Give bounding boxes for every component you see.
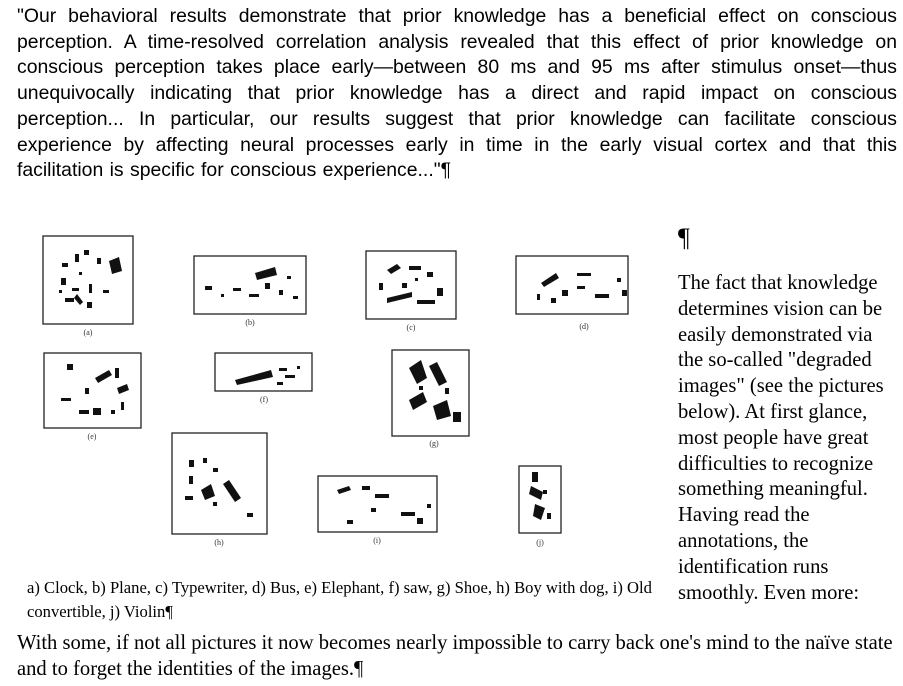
- panel-label-b: (b): [245, 318, 255, 327]
- bottom-pilcrow: ¶: [354, 657, 364, 680]
- panel-g-frame: [392, 350, 469, 436]
- caption-text: a) Clock, b) Plane, c) Typewriter, d) Bus, e) Elephant, f) saw, g) Shoe, h) Boy with dog, i) Old convertible, j) Violin: [27, 578, 652, 621]
- panel-label-h: (h): [214, 538, 224, 547]
- panel-label-e: (e): [87, 432, 97, 441]
- side-paragraph: The fact that knowledge determines vision can be easily demonstrated via the so-called "degraded images" (see the pictures below). At first glance, most people have great difficulties to recognize something meaningful. Having read the annotations, the identification runs smoothly. Even more:: [678, 272, 884, 604]
- caption-pilcrow: ¶: [165, 602, 173, 621]
- quote-pilcrow: ¶: [440, 159, 452, 182]
- panel-b-frame: [194, 256, 306, 314]
- panel-label-a: (a): [83, 328, 93, 337]
- panel-f-frame: [215, 353, 312, 391]
- degraded-images-figure: [17, 228, 657, 558]
- bottom-paragraph: [17, 631, 897, 683]
- degraded-blobs: [59, 250, 627, 524]
- panel-label-i: (i): [373, 536, 381, 545]
- panel-label-g: (g): [429, 439, 439, 448]
- degraded-images-drawing: [17, 228, 657, 558]
- figure-caption: [27, 576, 667, 624]
- quote-paragraph: [17, 4, 897, 184]
- panel-label-d: (d): [579, 322, 589, 331]
- panel-a-frame: [43, 236, 133, 324]
- side-pilcrow: ¶: [678, 223, 690, 252]
- panel-h-frame: [172, 433, 267, 534]
- panel-label-j: (j): [536, 538, 544, 547]
- panel-label-c: (c): [406, 323, 416, 332]
- bottom-text: With some, if not all pictures it now becomes nearly impossible to carry back one's mind to the naïve state and to forget the identities of the images.: [17, 632, 893, 680]
- panel-label-f: (f): [260, 395, 268, 404]
- quote-text: "Our behavioral results demonstrate that prior knowledge has a beneficial effect on conscious perception. A time-resolved correlation analysis revealed that this effect of prior knowledge on conscious perception takes place early—between 80 ms and 95 ms after stimulus onset—thus unequivocally indicating that prior knowledge has a direct and rapid impact on conscious perception... In particular, our results suggest that prior knowledge can facilitate conscious experience by affecting neural processes early in time in the early visual cortex and that this facilitation is specific for conscious experience...": [17, 5, 897, 182]
- panel-d-frame: [516, 256, 628, 314]
